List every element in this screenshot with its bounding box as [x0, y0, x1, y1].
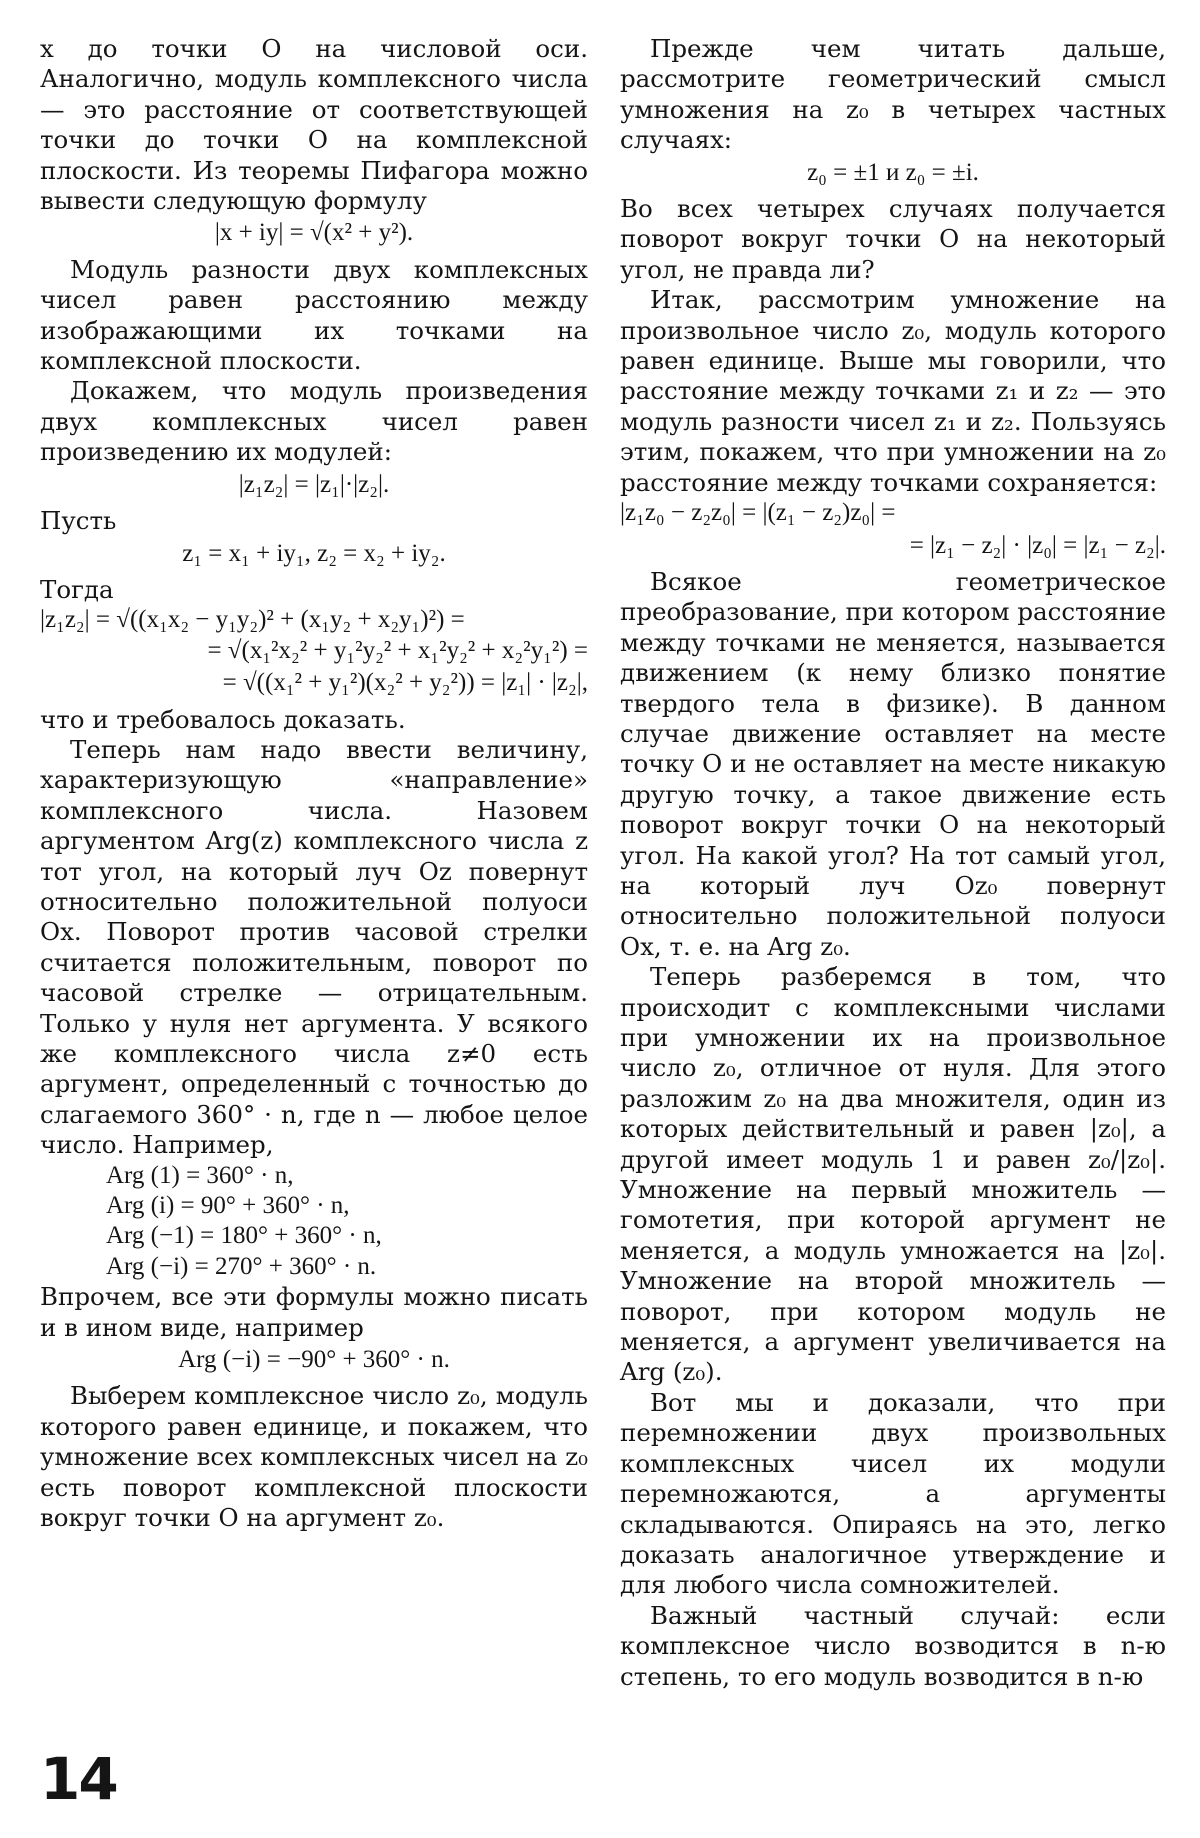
formula-arg-i: Arg (i) = 90° + 360° · n, — [106, 1192, 350, 1220]
formula-proof-line-3: = √((x₁² + y₁²)(x₂² + y₂²)) = |z₁| · |z₂|, — [222, 669, 588, 697]
paragraph: Выберем комплексное число z₀, модуль которого равен единице, и покажем, что умножение всех комплексных чисел на z₀ есть поворот комплексной плоскости вокруг точки O на аргумент z₀. — [40, 1381, 588, 1533]
paragraph: Теперь разберемся в том, что происходит с комплексными числами при умножении их на произвольное число z₀, отличное от нуля. Для этого разложим z₀ на два множителя, один из которых действительный и равен |z₀|, а другой имеет модуль 1 и равен z₀/|z₀|. Умножение на первый множитель — гомотетия, при которой аргумент не меняется, а модуль умножается на |z₀|. Умножение на второй множитель — поворот, при котором модуль не меняется, а аргумент увеличивается на Arg (z₀). — [620, 962, 1166, 1387]
paragraph: Теперь нам надо ввести величину, характеризующую «направление» комплексного числа. Назовем аргументом Arg(z) комплексного числа z тот угол, на который луч Oz повернут относительно положительной полуоси Ox. Поворот против часовой стрелки считается положительным, поворот по часовой стрелке — отрицательным. Только у нуля нет аргумента. У всякого же комплексного числа z≠0 есть аргумент, определенный с точностью до слагаемого 360° · n, где n — любое целое число. Например, — [40, 734, 588, 1160]
paragraph: Всякое геометрическое преобразование, при котором расстояние между точками не меняется, называется движением (к нему близко понятие твердого тела в физике). В данном случае движение оставляет на месте точку O и не оставляет на месте никакую другую точку, а такое движение есть поворот вокруг точки O на некоторый угол. На какой угол? На тот самый угол, на который луч Oz₀ повернут относительно положительной полуоси Ox, т. е. на Arg z₀. — [620, 566, 1166, 961]
paragraph: Важный частный случай: если комплексное число возводится в n-ю степень, то его модуль возводится в n-ю — [620, 1600, 1166, 1691]
right-column — [620, 34, 1166, 1692]
formula-distance-line-2: = |z₁ − z₂| · |z₀| = |z₁ − z₂|. — [909, 531, 1166, 559]
formula-arg-minus-1: Arg (−1) = 180° + 360° · n, — [106, 1222, 382, 1250]
paragraph: x до точки O на числовой оси. Аналогично, модуль комплексного числа — это расстояние от соответствующей точки до точки O на комплексной плоскости. Из теоремы Пифагора можно вывести следующую формулу — [40, 34, 588, 216]
formula-product-modulus: |z₁z₂| = |z₁|·|z₂|. — [238, 470, 390, 498]
paragraph: Впрочем, все эти формулы можно писать и в ином виде, например — [40, 1282, 588, 1342]
paragraph: Тогда — [40, 574, 114, 604]
paragraph: Прежде чем читать дальше, рассмотрите геометрический смысл умножения на z₀ в четырех частных случаях: — [620, 34, 1166, 155]
formula-distance-line-1: |z₁z₀ − z₂z₀| = |(z₁ − z₂)z₀| = — [620, 499, 896, 527]
paragraph: Модуль разности двух комплексных чисел равен расстоянию между изображающими их точками на комплексной плоскости. — [40, 254, 588, 376]
left-column — [40, 34, 588, 1534]
paragraph: Итак, рассмотрим умножение на произвольное число z₀, модуль которого равен единице. Выше мы говорили, что расстояние между точками z₁ и z₂ — это модуль разности чисел z₁ и z₂. Пользуясь этим, покажем, что при умножении на z₀ расстояние между точками сохраняется: — [620, 285, 1166, 497]
paragraph: Вот мы и доказали, что при перемножении двух произвольных комплексных чисел их модули перемножаются, а аргументы складываются. Опираясь на это, легко доказать аналогичное утверждение и для любого числа сомножителей. — [620, 1387, 1166, 1600]
paragraph: Докажем, что модуль произведения двух комплексных чисел равен произведению их модулей: — [40, 376, 588, 467]
formula-modulus: |x + iy| = √(x² + y²). — [214, 219, 414, 247]
paragraph: Пусть — [40, 506, 117, 536]
formula-definitions: z₁ = x₁ + iy₁, z₂ = x₂ + iy₂. — [182, 539, 446, 567]
formula-special-cases: z₀ = ±1 и z₀ = ±i. — [807, 158, 979, 186]
formula-arg-1: Arg (1) = 360° · n, — [106, 1161, 294, 1189]
page-number: 14 — [40, 1745, 117, 1813]
formula-arg-minus-i: Arg (−i) = 270° + 360° · n. — [106, 1252, 377, 1280]
paragraph: что и требовалось доказать. — [40, 704, 406, 734]
paragraph: Во всех четырех случаях получается поворот вокруг точки O на некоторый угол, не правда ли? — [620, 194, 1166, 284]
formula-proof-line-1: |z₁z₂| = √((x₁x₂ − y₁y₂)² + (x₁y₂ + x₂y₁)²) = — [40, 606, 465, 634]
formula-proof-line-2: = √(x₁²x₂² + y₁²y₂² + x₁²y₂² + x₂²y₁²) = — [207, 636, 588, 664]
formula-arg-alt: Arg (−i) = −90° + 360° · n. — [178, 1346, 450, 1374]
